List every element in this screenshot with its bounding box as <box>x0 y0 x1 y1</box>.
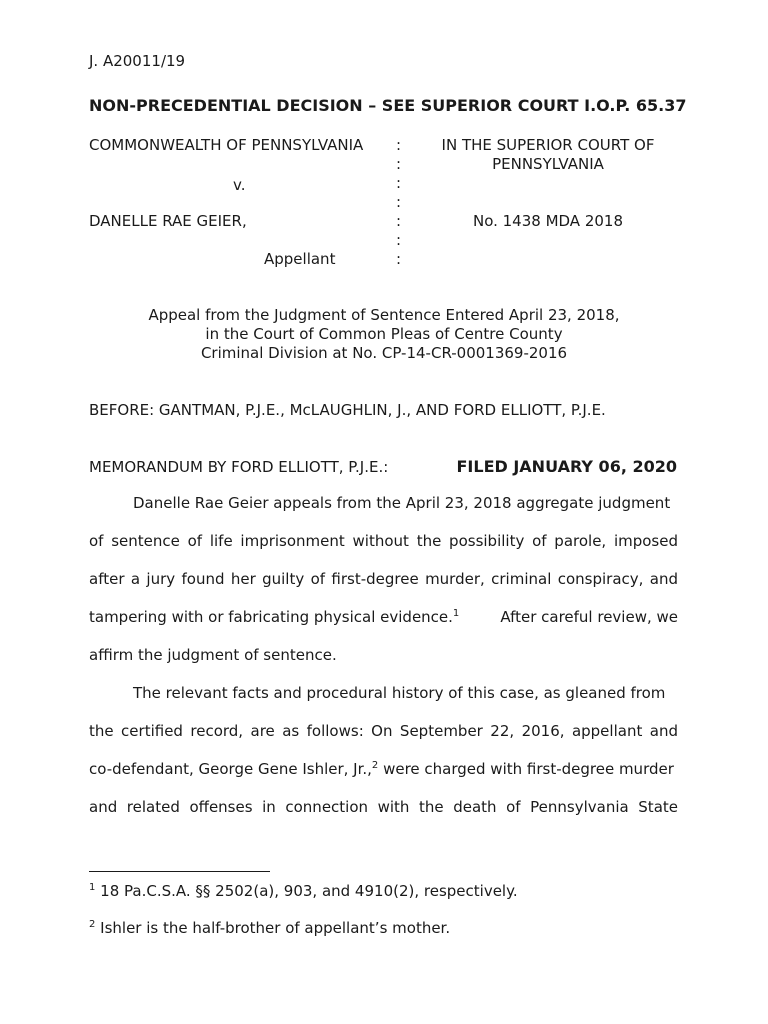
body-line: and related offenses in connection with the death of Pennsylvania State <box>89 798 678 816</box>
caption-role: Appellant <box>264 250 336 268</box>
caption-colon: : <box>396 231 402 249</box>
footnote-ref[interactable]: 2 <box>371 760 379 771</box>
caption-colon: : <box>396 174 402 192</box>
body-line: The relevant facts and procedural history of this case, as gleaned from <box>133 684 666 702</box>
filed-date: FILED JANUARY 06, 2020 <box>456 457 677 476</box>
decision-banner: NON-PRECEDENTIAL DECISION – SEE SUPERIOR COURT I.O.P. 65.37 <box>89 96 687 115</box>
case-number: No. 1438 MDA 2018 <box>472 212 624 230</box>
caption-colon: : <box>396 155 402 173</box>
appeal-line: Appeal from the Judgment of Sentence Entered April 23, 2018, <box>148 306 620 324</box>
footnote-number: 1 <box>89 882 96 893</box>
court-name-line1: IN THE SUPERIOR COURT OF <box>441 136 655 154</box>
body-text-fragment: After careful review, we <box>500 608 678 626</box>
footnote-text: Ishler is the half-brother of appellant’s mother. <box>100 919 451 937</box>
caption-colon: : <box>396 136 402 154</box>
caption-party-commonwealth: COMMONWEALTH OF PENNSYLVANIA <box>89 136 364 154</box>
body-line: after a jury found her guilty of first-degree murder, criminal conspiracy, and <box>89 570 678 588</box>
body-text-fragment: were charged with first-degree murder <box>383 760 674 778</box>
body-text-fragment: tampering with or fabricating physical evidence. <box>89 608 453 626</box>
docket-code: J. A20011/19 <box>89 52 186 70</box>
caption-colon: : <box>396 250 402 268</box>
body-text <box>89 608 459 626</box>
body-text-fragment: co-defendant, George Gene Ishler, Jr., <box>89 760 372 778</box>
body-line: the certified record, are as follows: On September 22, 2016, appellant and <box>89 722 678 740</box>
caption-colon: : <box>396 212 402 230</box>
caption-party-defendant: DANELLE RAE GEIER, <box>89 212 247 230</box>
body-line <box>89 760 678 778</box>
footnote-number: 2 <box>89 919 96 930</box>
body-line: of sentence of life imprisonment without the possibility of parole, imposed <box>89 532 678 550</box>
appeal-line: Criminal Division at No. CP-14-CR-0001369-2016 <box>200 344 568 362</box>
appeal-line: in the Court of Common Pleas of Centre County <box>205 325 563 343</box>
body-line: Danelle Rae Geier appeals from the April 23, 2018 aggregate judgment <box>133 494 671 512</box>
court-name-line2: PENNSYLVANIA <box>492 155 604 173</box>
caption-versus: v. <box>233 176 246 194</box>
footnote-text: 18 Pa.C.S.A. §§ 2502(a), 903, and 4910(2), respectively. <box>100 882 518 900</box>
caption-colon: : <box>396 193 402 211</box>
body-line: affirm the judgment of sentence. <box>89 646 337 664</box>
memorandum-author: MEMORANDUM BY FORD ELLIOTT, P.J.E.: <box>89 458 389 476</box>
footnote <box>89 919 450 937</box>
footnote-divider <box>89 871 270 872</box>
panel-judges: BEFORE: GANTMAN, P.J.E., McLAUGHLIN, J., AND FORD ELLIOTT, P.J.E. <box>89 401 606 419</box>
footnote <box>89 882 518 900</box>
footnote-ref[interactable]: 1 <box>452 608 460 619</box>
body-line <box>89 608 678 626</box>
